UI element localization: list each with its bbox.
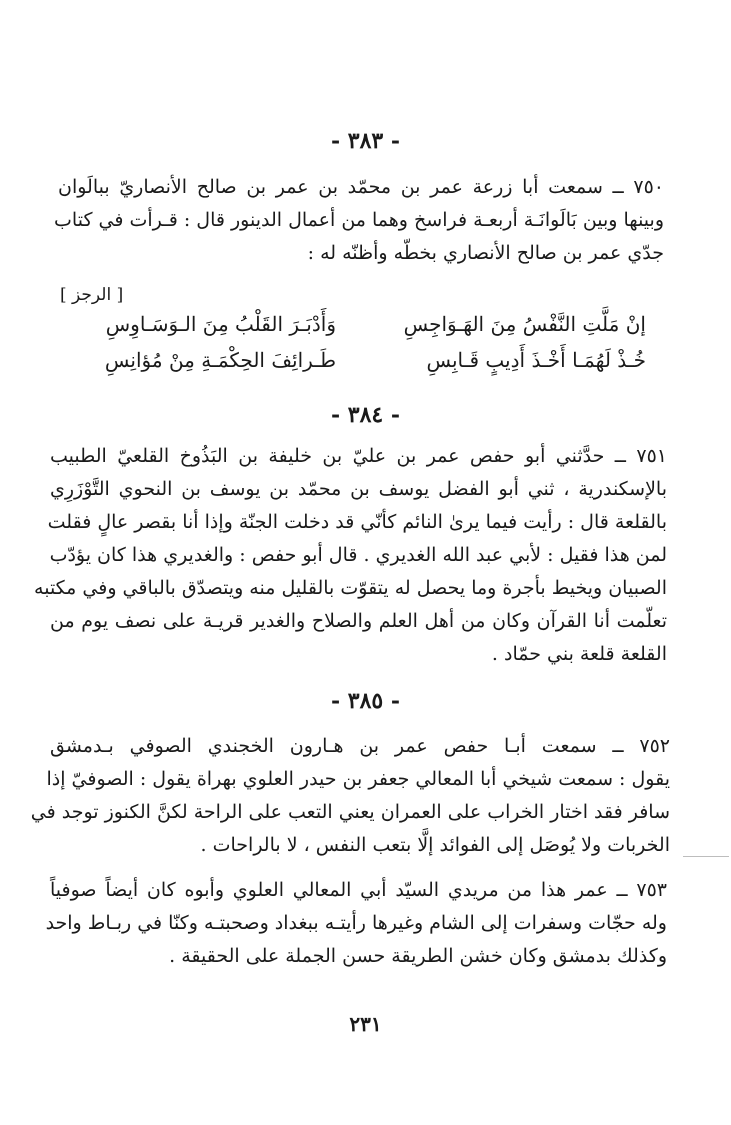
entry-751-line-1: ٧٥١ ــ حدَّثني أبو حفص عمر بن عليّ بن خليفة بن البَذُوخ القلعيّ الطبيب xyxy=(50,445,667,467)
poem-verse-2 xyxy=(0,348,731,382)
scan-mark xyxy=(683,856,729,857)
page-number: ٢٣١ xyxy=(349,1012,382,1036)
entry-751-line-6: تعلّمت أنا القرآن وكان من أهل العلم والصلاح والغدير قريـة على نصف يوم من xyxy=(50,610,667,632)
entry-751-line-3: بالقلعة قال : رأيت فيما يرىٰ النائم كأنّي قد دخلت الجنّة وإذا أنا بقصر عالٍ فقلت xyxy=(47,511,667,533)
section-heading-384: - ٣٨٤ - xyxy=(330,402,401,428)
entry-751-line-7: القلعة قلعة بني حمّاد . xyxy=(491,643,667,665)
entry-750-line-2: وبينها وبين بَالَوانَـة أربعـة فراسخ وهما من أعمال الدينور قال : قـرأت في كتاب xyxy=(54,209,664,231)
entry-751-line-5: الصبيان ويخيط بأجرة وما يحصل له يتقوّت بالقليل منه ويتصدّق بالباقي وفي مكتبه xyxy=(34,577,667,599)
entry-753-line-1: ٧٥٣ ــ عمر هذا من مريدي السيّد أبي المعالي العلوي وأبوه كان أيضاً صوفياً xyxy=(50,879,667,901)
entry-752-line-3: سافر فقد اختار الخراب على العمران يعني التعب على الراحة لكنَّ الكنوز توجد في xyxy=(30,801,670,823)
entry-750 xyxy=(54,171,664,270)
entry-751 xyxy=(34,440,667,671)
poem-meter-label: [ الرجز ] xyxy=(60,285,124,305)
verse-2-first-hemistich: خُـذْ لَهُمَـا أَخْـذَ أَدِيبٍ قَـابِسِ xyxy=(426,348,646,372)
verse-1-first-hemistich: إنْ مَلَّتِ النَّفْسُ مِنَ الهَـوَاجِسِ xyxy=(403,312,646,336)
entry-750-line-3: جدّي عمر بن صالح الأنصاري بخطّه وأظنّه له : xyxy=(307,242,664,264)
entry-752-line-4: الخربات ولا يُوصَل إلى الفوائد إلَّا بتعب النفس ، لا بالراحات . xyxy=(200,834,670,856)
poem-verse-1 xyxy=(0,312,731,346)
entry-751-line-4: لمن هذا فقيل : لأبي عبد الله الغديري . قال أبو حفص : والغديري هذا كان يؤدّب xyxy=(49,544,667,566)
section-heading-383: - ٣٨٣ - xyxy=(330,128,401,154)
entry-753-line-2: وله حجّات وسفرات إلى الشام وغيرها رأيتـه ببغداد وصحبتـه وكنّا في ربـاط واحد xyxy=(45,912,667,934)
entry-751-line-2: بالإسكندرية ، ثني أبو الفضل يوسف بن محمّد بن يوسف بن النحوي التَّوْزَرِي xyxy=(50,478,667,500)
verse-1-second-hemistich: وَأَدْبَـرَ القَلْبُ مِنَ الـوَسَـاوِسِ xyxy=(105,312,336,336)
entry-752-line-1: ٧٥٢ ــ سمعت أبـا حفص عمر بن هـارون الخجندي الصوفي بـدمشق xyxy=(50,735,670,757)
section-heading-385: - ٣٨٥ - xyxy=(330,688,401,714)
entry-750-line-1: ٧٥٠ ــ سمعت أبا زرعة عمر بن محمّد بن عمر بن صالح الأنصاريّ ببالَوان xyxy=(58,176,664,198)
entry-752 xyxy=(30,730,670,862)
entry-753-line-3: وكذلك بدمشق وكان خشن الطريقة حسن الجملة على الحقيقة . xyxy=(169,945,667,967)
entry-752-line-2: يقول : سمعت شيخي أبا المعالي جعفر بن حيدر العلوي بهراة يقول : الصوفيّ إذا xyxy=(46,768,670,790)
entry-753 xyxy=(45,874,667,973)
verse-2-second-hemistich: طَـرائِفَ الحِكْمَـةِ مِنْ مُؤانِسِ xyxy=(104,348,336,372)
